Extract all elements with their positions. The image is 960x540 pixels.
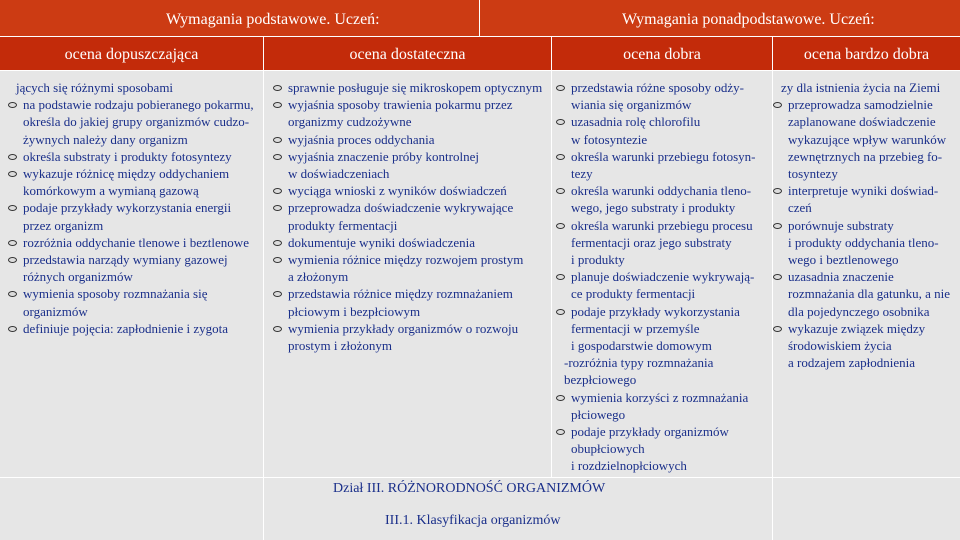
column-divider (551, 37, 552, 477)
bullet-icon (273, 188, 282, 194)
bullet-icon (273, 291, 282, 297)
requirement-text: różnych organizmów (23, 269, 133, 285)
requirement-text: żywnych należy dany organizm (23, 131, 188, 147)
requirement-text: podaje przykłady wykorzystania (571, 303, 740, 319)
requirement-text: zewnętrznych na przebieg fo- (788, 148, 943, 164)
requirement-text: zy dla istnienia życia na Ziemi (781, 80, 941, 95)
requirements-column-very-good (773, 79, 950, 371)
bullet-icon (556, 429, 565, 435)
bullet-icon (556, 309, 565, 315)
requirement-text: tezy (571, 166, 593, 182)
bullet-icon (556, 119, 565, 125)
requirement-text: określa warunki przebiegu fotosyn- (571, 148, 756, 164)
requirement-item (273, 285, 542, 319)
requirement-text: podaje przykłady wykorzystania energii (23, 200, 232, 216)
grade-satisfactory: ocena dostateczna (349, 46, 466, 63)
requirement-text: płciowego (571, 406, 626, 422)
requirement-item (556, 79, 755, 113)
footer-divider (0, 477, 960, 478)
requirement-text: wymienia różnice między rozwojem prostym (288, 252, 524, 268)
requirement-text: płciowym i bezpłciowym (288, 303, 421, 319)
bullet-icon (8, 291, 17, 297)
bullet-icon (556, 154, 565, 160)
requirement-text: produkty fermentacji (288, 217, 398, 233)
requirement-text: porównuje substraty (788, 217, 894, 233)
requirement-text: rozróżnia oddychanie tlenowe i beztlenowe (23, 234, 249, 250)
bullet-icon (273, 257, 282, 263)
bullet-icon (556, 274, 565, 280)
requirement-text: wymienia sposoby rozmnażania się (23, 286, 208, 302)
requirement-text: wykazuje różnicę między oddychaniem (23, 166, 230, 182)
requirement-item (8, 148, 254, 165)
requirement-text: bezpłciowego (564, 372, 637, 388)
requirement-text: określa substraty i produkty fotosyntezy (23, 148, 232, 164)
grade-sufficient: ocena dopuszczająca (64, 46, 199, 63)
requirement-text: i produkty (571, 252, 625, 268)
requirement-text: wyjaśnia proces oddychania (288, 131, 435, 147)
requirement-item (773, 268, 950, 320)
requirement-text: określa warunki przebiegu procesu (571, 217, 753, 233)
requirement-text: i rozdzielnopłciowych (571, 458, 687, 474)
requirements-column-sufficient (8, 79, 254, 337)
requirement-text: jących się różnymi sposobami (16, 80, 174, 95)
grade-very-good: ocena bardzo dobra (803, 46, 930, 63)
requirement-item (273, 182, 542, 199)
requirement-text: dokumentuje wyniki doświadczenia (288, 234, 476, 250)
requirement-item (8, 285, 254, 319)
requirement-item (556, 268, 755, 302)
requirement-text: wykazuje związek między (788, 320, 926, 336)
requirement-item (556, 303, 755, 355)
column-divider (263, 37, 264, 540)
requirement-item (8, 199, 254, 233)
requirement-text: określa warunki oddychania tleno- (571, 183, 752, 199)
bullet-icon (273, 205, 282, 211)
requirement-item (773, 96, 950, 182)
requirement-text: a rodzajem zapłodnienia (788, 355, 916, 371)
bullet-icon (273, 154, 282, 160)
requirement-text: przeprowadza samodzielnie (788, 97, 933, 113)
bullet-icon (8, 154, 17, 160)
requirement-text: środowiskiem życia (788, 338, 892, 354)
requirement-item (773, 217, 950, 269)
requirement-text: prostym i złożonym (288, 338, 392, 354)
requirement-text: dla pojedynczego osobnika (788, 303, 930, 319)
requirement-text: wykazujące wpływ warunków (788, 131, 947, 147)
bullet-icon (8, 326, 17, 332)
bullet-icon (773, 223, 782, 229)
bullet-icon (556, 188, 565, 194)
requirement-item (273, 320, 542, 354)
requirement-item (773, 320, 950, 372)
bullet-icon (556, 395, 565, 401)
requirement-text: czeń (788, 200, 812, 216)
requirement-text: organizmów (23, 303, 88, 319)
requirement-item (8, 251, 254, 285)
requirement-text: w fotosyntezie (571, 131, 648, 147)
requirement-text: określa do jakiej grupy organizmów cudzo- (23, 114, 250, 130)
requirement-item (556, 182, 755, 216)
bullet-icon (8, 102, 17, 108)
requirement-text: i produkty oddychania tleno- (788, 234, 939, 250)
bullet-icon (556, 223, 565, 229)
requirement-text: uzasadnia rolę chlorofilu (571, 114, 701, 130)
requirement-item (273, 199, 542, 233)
bullet-icon (8, 171, 17, 177)
requirement-text: wyjaśnia znaczenie próby kontrolnej (288, 148, 479, 164)
requirement-item (273, 96, 542, 130)
bullet-icon (273, 137, 282, 143)
requirement-text: organizmy cudzożywne (288, 114, 412, 130)
requirement-item (556, 217, 755, 269)
bullet-icon (273, 240, 282, 246)
requirement-text: a złożonym (288, 269, 349, 285)
requirement-text: podaje przykłady organizmów (571, 424, 729, 440)
requirement-item (556, 423, 755, 475)
advanced-requirements-heading: Wymagania ponadpodstawowe. Uczeń: (622, 11, 875, 28)
requirement-item (8, 165, 254, 199)
bullet-icon (773, 326, 782, 332)
requirement-item (8, 96, 254, 148)
header-divider (479, 0, 480, 36)
requirement-item (556, 389, 755, 423)
requirement-item (8, 79, 254, 96)
bullet-icon (273, 85, 282, 91)
requirement-text: zaplanowane doświadczenie (788, 114, 936, 130)
requirement-text: -rozróżnia typy rozmnażania (564, 355, 714, 371)
requirement-text: interpretuje wyniki doświad- (788, 183, 939, 199)
requirement-text: planuje doświadczenie wykrywają- (571, 269, 755, 285)
requirement-text: w doświadczeniach (288, 166, 390, 182)
requirement-text: przez organizm (23, 217, 104, 233)
requirements-column-satisfactory (273, 79, 542, 354)
requirement-text: wiania się organizmów (571, 97, 692, 113)
requirement-text: wymienia przykłady organizmów o rozwoju (288, 320, 519, 336)
basic-requirements-heading: Wymagania podstawowe. Uczeń: (166, 11, 380, 28)
requirement-item (273, 131, 542, 148)
bullet-icon (773, 188, 782, 194)
bullet-icon (273, 326, 282, 332)
section-title: Dział III. RÓŻNORODNOŚĆ ORGANIZMÓW (333, 481, 606, 496)
grade-good: ocena dobra (623, 46, 701, 63)
requirement-text: przedstawia różne sposoby odży- (571, 80, 744, 95)
requirement-text: fermentacji w przemyśle (571, 320, 700, 336)
requirement-text: i gospodarstwie domowym (571, 338, 712, 354)
requirement-text: komórkowym a wymianą gazową (23, 183, 199, 199)
requirement-text: wyjaśnia sposoby trawienia pokarmu przez (288, 97, 513, 113)
requirement-text: obupłciowych (571, 441, 645, 457)
requirement-item (8, 320, 254, 337)
bullet-icon (8, 257, 17, 263)
requirement-item (773, 182, 950, 216)
requirement-text: na podstawie rodzaju pobieranego pokarmu, (23, 97, 254, 113)
requirement-item (556, 354, 755, 388)
requirement-text: przeprowadza doświadczenie wykrywające (288, 200, 514, 216)
requirement-item (773, 79, 950, 96)
requirement-text: tosyntezy (788, 166, 838, 182)
requirement-text: przedstawia narządy wymiany gazowej (23, 252, 228, 268)
requirement-item (273, 234, 542, 251)
requirement-text: definiuje pojęcia: zapłodnienie i zygota (23, 320, 229, 336)
requirement-text: wyciąga wnioski z wyników doświadczeń (288, 183, 507, 199)
requirement-item (273, 251, 542, 285)
requirement-item (8, 234, 254, 251)
requirement-text: fermentacji oraz jego substraty (571, 234, 732, 250)
bullet-icon (273, 102, 282, 108)
bullet-icon (556, 85, 565, 91)
bullet-icon (773, 274, 782, 280)
requirement-item (273, 79, 542, 96)
requirement-item (556, 148, 755, 182)
requirement-text: wymienia korzyści z rozmnażania (571, 389, 749, 405)
bullet-icon (8, 205, 17, 211)
requirement-text: sprawnie posługuje się mikroskopem optycznym (288, 80, 543, 95)
requirement-text: rozmnażania dla gatunku, a nie (788, 286, 951, 302)
requirement-text: przedstawia różnice między rozmnażaniem (288, 286, 513, 302)
requirement-text: wego, jego substraty i produkty (571, 200, 736, 216)
requirement-item (273, 148, 542, 182)
requirements-column-good (556, 79, 755, 475)
bullet-icon (8, 240, 17, 246)
bullet-icon (773, 102, 782, 108)
subsection-title: III.1. Klasyfikacja organizmów (385, 513, 561, 528)
requirement-text: uzasadnia znaczenie (788, 269, 894, 285)
requirement-text: wego i beztlenowego (788, 252, 899, 268)
requirement-item (556, 113, 755, 147)
requirement-text: ce produkty fermentacji (571, 286, 696, 302)
